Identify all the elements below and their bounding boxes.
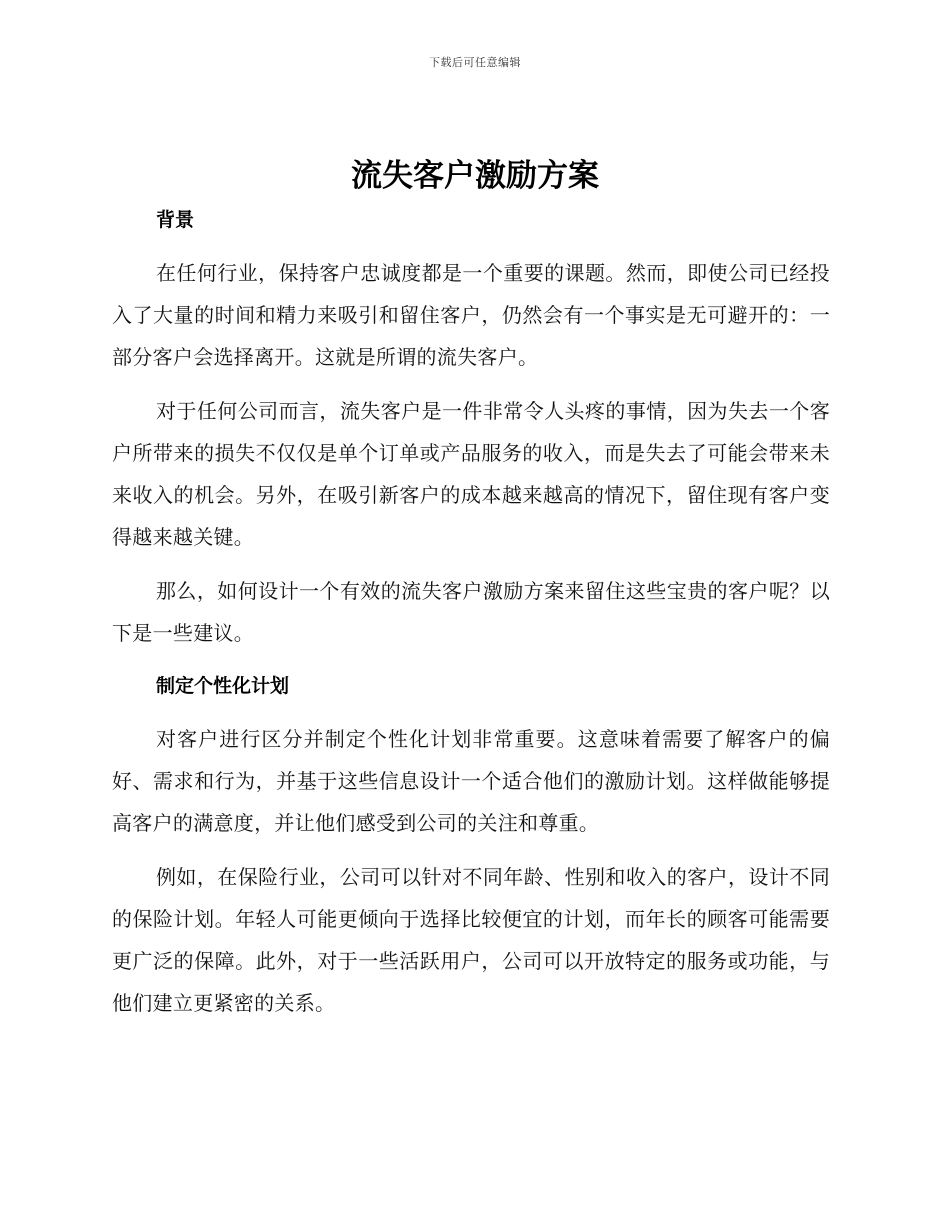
paragraph: 例如，在保险行业，公司可以针对不同年龄、性别和收入的客户，设计不同的保险计划。年轻人可能更倾向于选择比较便宜的计划，而年长的顾客可能需要更广泛的保障。此外，对于一些活跃用户，公司可以开放特定的服务或功能，与他们建立更紧密的关系。 — [112, 865, 830, 1015]
section-heading-personalized-plan: 制定个性化计划 — [156, 675, 290, 697]
document-title: 流失客户激励方案 — [351, 158, 599, 194]
paragraph: 在任何行业，保持客户忠诚度都是一个重要的课题。然而，即使公司已经投入了大量的时间和精力来吸引和留住客户，仍然会有一个事实是无可避开的：一部分客户会选择离开。这就是所谓的流失客户。 — [112, 261, 830, 369]
section-personalized-plan — [112, 666, 830, 1024]
section-background — [112, 200, 830, 654]
document-body — [112, 200, 830, 1036]
page-header-note: 下载后可任意编辑 — [429, 56, 521, 69]
paragraph: 对客户进行区分并制定个性化计划非常重要。这意味着需要了解客户的偏好、需求和行为，并基于这些信息设计一个适合他们的激励计划。这样做能够提高客户的满意度，并让他们感受到公司的关注和尊重。 — [112, 727, 830, 835]
paragraph: 对于任何公司而言，流失客户是一件非常令人头疼的事情，因为失去一个客户所带来的损失不仅仅是单个订单或产品服务的收入，而是失去了可能会带来未来收入的机会。另外，在吸引新客户的成本越来越高的情况下，留住现有客户变得越来越关键。 — [112, 399, 830, 549]
paragraph: 那么，如何设计一个有效的流失客户激励方案来留住这些宝贵的客户呢？以下是一些建议。 — [112, 579, 830, 645]
section-heading-background: 背景 — [156, 209, 195, 231]
